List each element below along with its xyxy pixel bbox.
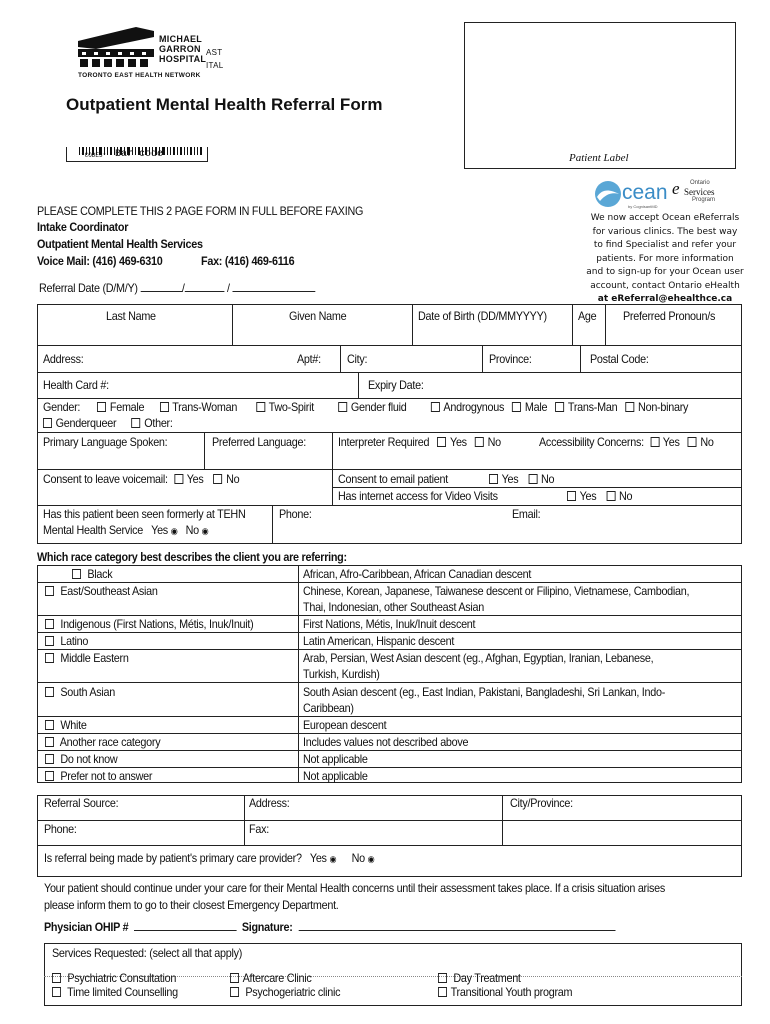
checkbox-icon	[512, 402, 521, 412]
checkbox-icon	[72, 569, 81, 579]
eservices-line-2: Services	[684, 187, 715, 197]
interpreter-no[interactable]: No	[475, 435, 501, 449]
logo-line-3: HOSPITAL	[159, 54, 207, 64]
hospital-building-icon	[76, 25, 156, 71]
checkbox-icon	[45, 754, 54, 764]
logo-suffix-a: AST	[206, 48, 223, 57]
referral-date-label: Referral Date (D/M/Y)	[39, 281, 138, 295]
race-desc: Latin American, Hispanic descent	[303, 634, 455, 648]
logo-line-1: MICHAEL	[159, 34, 203, 44]
checkbox-icon	[688, 437, 697, 447]
checkbox-icon	[52, 987, 61, 997]
continue-care-note-1: Your patient should continue under your care for their Mental Health concerns until their assessment takes place. If a crisis situation arises	[44, 881, 666, 895]
race-question: Which race category best describes the client you are referring:	[37, 550, 347, 564]
checkbox-icon	[256, 402, 265, 412]
radio-icon: ◉	[170, 526, 178, 536]
checkbox-icon	[97, 402, 106, 412]
race-desc: Caribbean)	[303, 701, 354, 715]
ocean-sub: by CognisantMD	[628, 204, 658, 209]
hospital-logo	[76, 25, 236, 81]
checkbox-icon	[528, 474, 537, 484]
ocean-notice-line: We now accept Ocean eReferrals	[590, 213, 740, 223]
signature-label: Signature:	[241, 920, 293, 934]
instructions-line-1: PLEASE COMPLETE THIS 2 PAGE FORM IN FULL BEFORE FAXING	[37, 204, 364, 218]
ocean-notice-line: for various clinics. The best way	[592, 226, 738, 237]
instructions-line-3: Outpatient Mental Health Services	[37, 237, 203, 251]
ocean-logo	[594, 180, 668, 210]
race-desc: First Nations, Métis, Inuk/Inuit descent	[303, 617, 476, 631]
ocean-wave-icon	[594, 180, 622, 208]
referral-city-province-label: City/Province:	[510, 796, 573, 810]
gender-row-1	[43, 400, 688, 414]
checkbox-icon	[174, 474, 183, 484]
ocean-notice-line: account, contact Ontario eHealth	[590, 280, 740, 291]
preferred-language-label: Preferred Language:	[212, 435, 306, 449]
instructions-line-2: Intake Coordinator	[37, 220, 129, 234]
checkbox-icon	[45, 771, 54, 781]
voicemail-consent	[43, 472, 239, 486]
pronouns-label: Preferred Pronoun/s	[623, 309, 716, 323]
accessibility-no[interactable]: No	[688, 435, 714, 449]
last-name-label: Last Name	[106, 309, 156, 323]
race-option-indigenous[interactable]: Indigenous (First Nations, Métis, Inuk/Inuit)	[45, 617, 253, 631]
checkbox-icon	[43, 418, 52, 428]
race-desc: Chinese, Korean, Japanese, Taiwanese descent or Filipino, Vietnamese, Cambodian,	[303, 584, 690, 598]
voicemail-number: Voice Mail: (416) 469-6310	[37, 254, 163, 268]
internet-access-options	[567, 489, 632, 503]
race-desc: Not applicable	[303, 769, 368, 783]
checkbox-icon	[45, 737, 54, 747]
email-consent-options	[489, 472, 554, 486]
race-desc: Turkish, Kurdish)	[303, 667, 380, 681]
internet-access-label: Has internet access for Video Visits	[338, 489, 498, 503]
ocean-notice	[584, 212, 746, 307]
service-time-limited-counselling[interactable]: Time limited Counselling	[52, 985, 178, 999]
email-consent-yes[interactable]: Yes	[489, 472, 518, 486]
gender-androgynous[interactable]: Androgynous	[431, 400, 504, 414]
checkbox-icon	[52, 973, 61, 983]
fax-number: Fax: (416) 469-6116	[201, 254, 295, 268]
referral-source-label: Referral Source:	[44, 796, 119, 810]
eservices-e-icon: e	[672, 179, 680, 198]
accessibility-concerns	[539, 435, 714, 449]
apt-label: Apt#:	[297, 352, 321, 366]
voicemail-consent-no[interactable]: No	[213, 472, 239, 486]
logo-line-2: GARRON	[159, 44, 201, 54]
ocean-notice-line: patients. For more information	[596, 253, 734, 264]
checkbox-icon	[213, 474, 222, 484]
checkbox-icon	[45, 619, 54, 629]
gender-non-binary[interactable]: Non-binary	[625, 400, 688, 414]
checkbox-icon	[625, 402, 634, 412]
primary-care-no[interactable]: No ◉	[351, 851, 375, 865]
seen-formerly-yes[interactable]: Yes ◉	[151, 523, 178, 537]
checkbox-icon	[45, 653, 54, 663]
gender-two-spirit[interactable]: Two-Spirit	[256, 400, 314, 414]
race-option-black[interactable]: Black	[72, 567, 112, 581]
signature-field[interactable]	[299, 919, 616, 931]
referral-date-month[interactable]	[185, 280, 225, 292]
race-desc: South Asian descent (eg., East Indian, Pakistani, Bangladeshi, Sri Lankan, Indo-	[303, 685, 666, 699]
checkbox-icon	[489, 474, 498, 484]
continue-care-note-2: please inform them to go to their closest Emergency Department.	[44, 898, 339, 912]
checkbox-icon	[230, 987, 239, 997]
checkbox-icon	[650, 437, 659, 447]
race-option-prefer-not[interactable]: Prefer not to answer	[45, 769, 152, 783]
checkbox-icon	[437, 437, 446, 447]
referral-address-label: Address:	[249, 796, 290, 810]
race-option-latino[interactable]: Latino	[45, 634, 88, 648]
race-option-do-not-know[interactable]: Do not know	[45, 752, 117, 766]
race-desc: Arab, Persian, West Asian descent (eg., Afghan, Egyptian, Iranian, Lebanese,	[303, 651, 654, 665]
internet-access-yes[interactable]: Yes	[567, 489, 596, 503]
physician-ohip-label: Physician OHIP #	[44, 920, 129, 934]
gender-male[interactable]: Male	[512, 400, 547, 414]
checkbox-icon	[431, 402, 440, 412]
race-desc: Thai, Indonesian, other Southeast Asian	[303, 600, 485, 614]
gender-trans-woman[interactable]: Trans-Woman	[160, 400, 237, 414]
expiry-label: Expiry Date:	[368, 378, 424, 392]
service-psychiatric-consultation[interactable]: Psychiatric Consultation	[52, 971, 176, 985]
race-desc: African, Afro-Caribbean, African Canadian descent	[303, 567, 532, 581]
race-option-east-asian[interactable]: East/Southeast Asian	[45, 584, 158, 598]
gender-row-2	[43, 416, 173, 430]
primary-language-label: Primary Language Spoken:	[43, 435, 168, 449]
race-option-white[interactable]: White	[45, 718, 87, 732]
physician-ohip-field[interactable]	[134, 919, 237, 931]
seen-formerly-no[interactable]: No ◉	[185, 523, 209, 537]
primary-care-question-label: Is referral being made by patient's primary care provider?	[44, 851, 302, 865]
checkbox-icon	[45, 687, 54, 697]
barcode-label: Bar code	[115, 149, 164, 160]
ocean-notice-line: at eReferral@ehealthce.ca	[597, 294, 733, 304]
checkbox-icon	[475, 437, 484, 447]
radio-icon: ◉	[201, 526, 209, 536]
race-option-another[interactable]: Another race category	[45, 735, 160, 749]
seen-formerly-line-2	[43, 523, 208, 538]
city-label: City:	[347, 352, 368, 366]
dob-label: Date of Birth (DD/MMYYYY)	[418, 309, 547, 323]
checkbox-icon	[338, 402, 347, 412]
email-consent-label: Consent to email patient	[338, 472, 448, 486]
voicemail-consent-label: Consent to leave voicemail:	[43, 472, 168, 486]
checkbox-icon	[438, 987, 447, 997]
services-title: Services Requested: (select all that apply)	[52, 946, 243, 960]
physician-signature-row	[44, 919, 616, 934]
patient-label-box[interactable]	[464, 22, 736, 169]
form-title: Outpatient Mental Health Referral Form	[66, 95, 383, 114]
race-desc: Not applicable	[303, 752, 368, 766]
interpreter-required	[338, 435, 501, 449]
patient-label-text: Patient Label	[569, 152, 629, 164]
primary-care-yes[interactable]: Yes ◉	[309, 851, 337, 865]
province-label: Province:	[489, 352, 532, 366]
seen-formerly-line-1: Has this patient been seen formerly at TEHN	[43, 507, 246, 521]
referral-fax-label: Fax:	[249, 822, 269, 836]
postal-code-label: Postal Code:	[590, 352, 649, 366]
service-psychogeriatric-clinic[interactable]: Psychogeriatric clinic	[230, 985, 340, 999]
race-desc: Includes values not described above	[303, 735, 469, 749]
age-label: Age	[578, 309, 597, 323]
race-desc: European descent	[303, 718, 387, 732]
logo-network: TORONTO EAST HEALTH NETWORK	[78, 72, 201, 79]
ocean-notice-line: to find Specialist and refer your	[593, 240, 737, 250]
eservices-line-3: Program	[692, 197, 716, 203]
internet-access-no[interactable]: No	[606, 489, 632, 503]
checkbox-icon	[567, 491, 576, 501]
ocean-notice-line: and to sign-up for your Ocean user	[586, 267, 744, 277]
referral-date-year[interactable]	[232, 280, 315, 292]
checkbox-icon	[45, 720, 54, 730]
referral-date	[39, 280, 315, 295]
barcode	[66, 147, 208, 162]
date-separator: /	[226, 281, 230, 295]
gender-fluid[interactable]: Gender fluid	[338, 400, 406, 414]
gender-label: Gender:	[43, 400, 81, 414]
race-option-middle-eastern[interactable]: Middle Eastern	[45, 651, 129, 665]
accessibility-yes[interactable]: Yes	[650, 435, 679, 449]
radio-icon: ◉	[367, 854, 375, 864]
health-card-label: Health Card #:	[43, 378, 109, 392]
checkbox-icon	[438, 973, 447, 983]
race-option-south-asian[interactable]: South Asian	[45, 685, 115, 699]
barcode-code-text: *CODE3*	[81, 152, 107, 159]
checkbox-icon	[230, 973, 239, 983]
ocean-word: cean	[622, 181, 668, 204]
logo-suffix-b: ITAL	[206, 61, 224, 70]
eservices-logo	[672, 180, 742, 208]
gender-trans-man[interactable]: Trans-Man	[555, 400, 617, 414]
given-name-label: Given Name	[289, 309, 347, 323]
accessibility-label: Accessibility Concerns:	[539, 435, 644, 449]
checkbox-icon	[606, 491, 615, 501]
checkbox-icon	[132, 418, 141, 428]
gender-female[interactable]: Female	[97, 400, 144, 414]
address-label: Address:	[43, 352, 84, 366]
checkbox-icon	[555, 402, 564, 412]
seen-formerly-label: Mental Health Service	[43, 523, 143, 537]
interpreter-label: Interpreter Required	[338, 435, 430, 449]
checkbox-icon	[160, 402, 169, 412]
referral-date-day[interactable]	[141, 280, 182, 292]
interpreter-yes[interactable]: Yes	[437, 435, 466, 449]
primary-care-question	[44, 851, 374, 866]
patient-phone-label: Phone:	[279, 507, 312, 521]
service-aftercare-clinic[interactable]: Aftercare Clinic	[230, 971, 312, 985]
referral-phone-label: Phone:	[44, 822, 77, 836]
eservices-line-1: Ontario	[690, 180, 710, 186]
email-consent-no[interactable]: No	[528, 472, 554, 486]
checkbox-icon	[45, 636, 54, 646]
checkbox-icon	[45, 586, 54, 596]
service-day-treatment[interactable]: Day Treatment	[438, 971, 521, 985]
date-separator: /	[181, 281, 185, 295]
gender-other[interactable]: Other:	[132, 416, 173, 430]
gender-genderqueer[interactable]: Genderqueer	[43, 416, 116, 430]
patient-email-label: Email:	[512, 507, 541, 521]
service-transitional-youth[interactable]: Transitional Youth program	[438, 985, 572, 999]
voicemail-consent-yes[interactable]: Yes	[174, 472, 203, 486]
radio-icon: ◉	[329, 854, 337, 864]
